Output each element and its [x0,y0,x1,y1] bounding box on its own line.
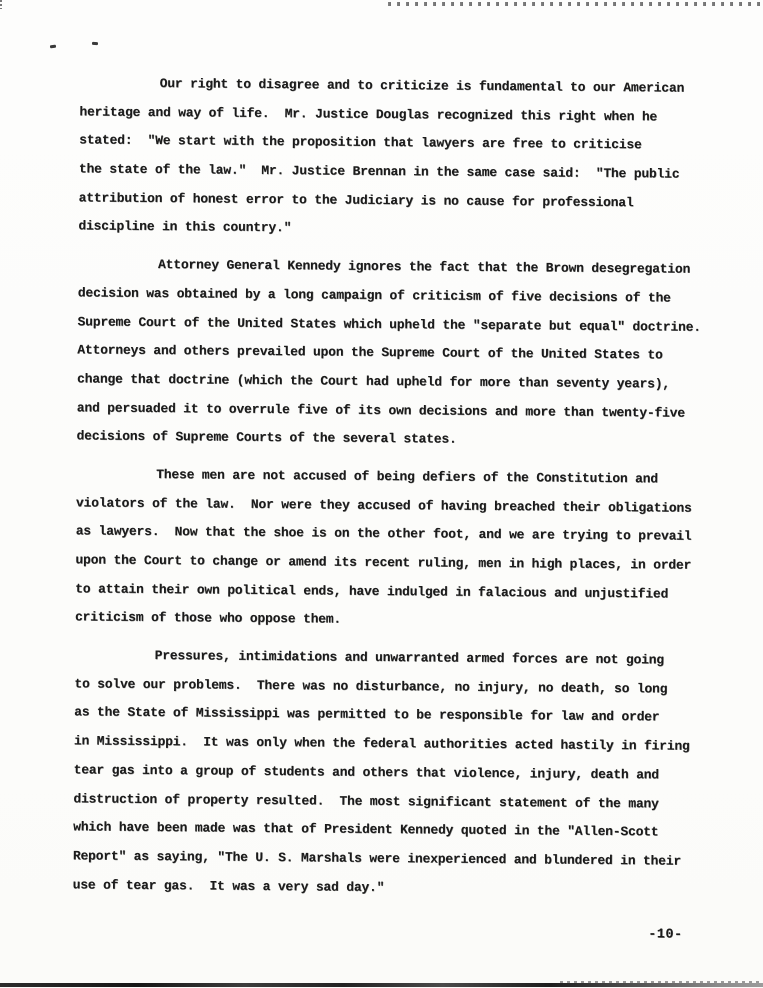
text-line: to attain their own political ends, have indulged in falacious and unjustified [75,581,669,602]
text-line: Attorneys and others prevailed upon the Supreme Court of the United States to [77,342,663,363]
text-line: use of tear gas. It was a very sad day." [72,876,385,895]
text-line: stated: "We start with the proposition that lawyers are free to criticise [79,132,642,153]
text-line: the state of the law." Mr. Justice Brennan in the same case said: "The public [78,161,680,182]
text-line: decisions of Supreme Courts of the several states. [76,428,457,447]
text-line: Attorney General Kennedy ignores the fact that the Brown desegregation [157,257,691,277]
text-line: discipline in this country." [78,218,292,236]
text-line: which have been made was that of President Kennedy quoted in the "Allen-Scott [73,819,659,840]
text-line: Pressures, intimidations and unwarranted armed forces are not going [154,648,664,668]
text-line: These men are not accused of being defiers of the Constitution and [156,466,658,487]
text-line: heritage and way of life. Mr. Justice Douglas recognized this right when he [79,104,658,125]
text-line: decision was obtained by a long campaign of criticism of five decisions of the [77,285,671,306]
text-line: to solve our problems. There was no disturbance, no injury, no death, so long [74,676,668,697]
paragraph [73,641,735,905]
text-line: Report" as saying, "The U. S. Marshals were inexperienced and blundered in their [72,848,682,869]
paragraph [76,250,738,457]
text-line: attribution of honest error to the Judiciary is no cause for professional [78,190,634,210]
text-line: criticism of those who oppose them. [74,609,342,628]
document-text [72,69,739,914]
text-line: Supreme Court of the United States which upheld the "separate but equal" doctrine. [77,313,701,335]
stray-mark [0,0,2,9]
text-line: as lawyers. Now that the shoe is on the other foot, and we are trying to prevail [75,523,692,545]
text-line: tear gas into a group of students and others that violence, injury, death and [73,762,659,783]
paragraph [75,460,736,638]
text-line: violators of the law. Nor were they accused of having breached their obligations [75,494,692,516]
page-number: -10- [648,927,683,943]
text-line: Our right to disagree and to criticize is fundamental to our American [159,76,685,96]
bottom-scan-line [0,983,763,987]
text-line: change that doctrine (which the Court had upheld for more than seventy years), [76,371,670,392]
text-line: upon the Court to change or amend its recent ruling, men in high places, in order [75,552,692,573]
text-line: as the State of Mississippi was permitted to be responsible for law and order [74,704,660,725]
text-line: and persuaded it to overrule five of its own decisions and more than twenty-five [76,399,685,421]
text-line: in Mississippi. It was only when the federal authorities acted hastily in firing [73,733,690,754]
paragraph [78,69,739,247]
text-line: distruction of property resulted. The most significant statement of the many [73,790,659,811]
